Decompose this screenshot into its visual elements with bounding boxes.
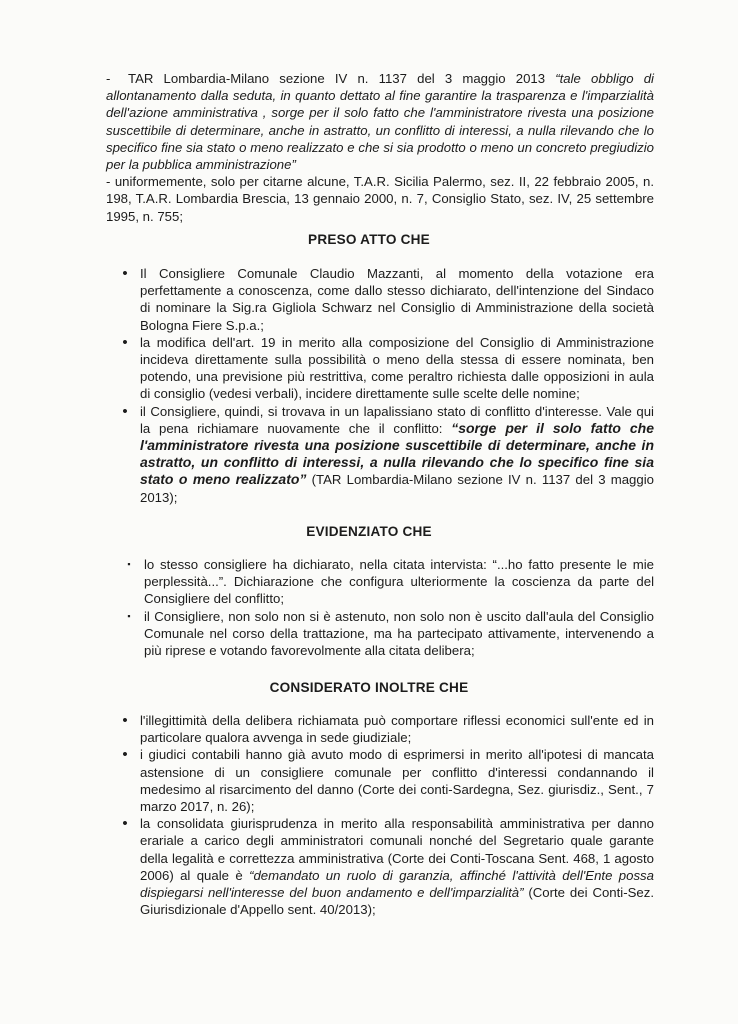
- list-item-text: l'illegittimità della delibera richiamata può comportare riflessi economici sull'ente ed in particolare qualora avvenga in sede giudiziale;: [140, 713, 654, 746]
- list-item: [127, 608, 654, 660]
- bullet-icon: •: [122, 712, 128, 729]
- highlighted-quote: “sorge per il solo fatto che l'amministratore rivesta una posizione suscettibile di determinare, anche in astratto, un conflitto di interessi, a nulla rilevando che lo specifico fine sia stato o meno realizzato”: [140, 419, 655, 488]
- intro-paragraph-1: [106, 70, 654, 173]
- heading-evidenziato: EVIDENZIATO CHE: [306, 524, 432, 539]
- section-evidenziato: [127, 556, 654, 659]
- dash-marker: -: [106, 71, 111, 86]
- intro-paragraph-2: - uniformemente, solo per citarne alcune, T.A.R. Sicilia Palermo, sez. II, 22 febbraio 2005, n. 198, T.A.R. Lombardia Brescia, 13 gennaio 2000, n. 7, Consiglio Stato, sez. IV, 25 settembre 1995, n. 755;: [106, 174, 654, 224]
- section-preso-atto: [122, 265, 655, 506]
- list-item: [122, 402, 655, 506]
- list-item: [127, 556, 654, 608]
- intro-citation-prefix: TAR Lombardia-Milano sezione IV n. 1137 del 3 maggio 2013: [128, 71, 556, 86]
- list-item-text: il Consigliere, quindi, si trovava in un lapalissiano stato di conflitto d'interesse. Vale qui la pena richiamare nuovamente che il conflitto:: [140, 403, 654, 436]
- list-item: [122, 746, 654, 815]
- intro-citation-quote: “tale obbligo di allontanamento dalla seduta, in quanto dettato al fine garantire la trasparenza e l'imparzialità dell'azione amministrativa , sorge per il solo fatto che l'amministratore rivesta una posizione suscettibile di determinare, anche in astratto, un conflitto di interessi, a nulla rilevando che lo specifico fine sia stato o meno realizzato e che si sia prodotto o meno un concreto pregiudizio per la pubblica amministrazione”: [106, 71, 654, 173]
- list-item: [122, 265, 654, 334]
- list-item-text: il Consigliere, non solo non si è astenuto, non solo non è uscito dall'aula del Consiglio Comunale nel corso della trattazione, ma ha partecipato attivamente, intervenendo a più riprese e votando favorevolmente alla citata delibera;: [144, 608, 654, 659]
- list-item-text: la modifica dell'art. 19 in merito alla composizione del Consiglio di Amministrazione incideva direttamente sulla possibilità o meno della stessa di essere nominata, ben potendo, una previsione più restrittiva, come peraltro richiesta dalle opposizioni in aula di consiglio (vedesi verbali), incidere direttamente sulle scelte delle nomine;: [140, 334, 654, 402]
- heading-preso-atto: PRESO ATTO CHE: [308, 232, 430, 247]
- list-item-text: lo stesso consigliere ha dichiarato, nella citata intervista: “...ho fatto presente le mie perplessità...”. Dichiarazione che configura ulteriormente la coscienza da parte del Consigliere del conflitto;: [144, 557, 654, 607]
- bullet-icon: •: [122, 815, 128, 833]
- bullet-icon: •: [122, 265, 128, 282]
- list-item-text: i giudici contabili hanno già avuto modo di esprimersi in merito all'ipotesi di mancata astensione di un consigliere comunale per conflitto d'interessi condannando il medesimo al risarcimento del danno (Corte dei conti-Sardegna, Sez. giurisdiz., Sent., 7 marzo 2017, n. 26);: [140, 747, 654, 815]
- italic-quote: “demandato un ruolo di garanzia, affinché l'attività dell'Ente possa dispiegarsi nell'interesse del buon andamento e dell'imparzialità”: [140, 867, 654, 901]
- list-item-text: Il Consigliere Comunale Claudio Mazzanti, al momento della votazione era perfettamente a conoscenza, come dallo stesso dichiarato, dell'intenzione del Sindaco di nominare la Sig.ra Gigliola Schwarz nel Consiglio di Amministrazione della società Bologna Fiere S.p.a.;: [140, 266, 654, 333]
- list-item-citation: (Corte dei Conti-Sez. Giurisdizionale d'Appello sent. 40/2013);: [140, 885, 655, 918]
- list-item-text: la consolidata giurisprudenza in merito alla responsabilità amministrativa per danno erariale a carico degli amministratori comunali nonché del Segretario quale garante della legalità e correttezza amministrativa (Corte dei Conti-Toscana Sent. 468, 1 agosto 2006) al quale è: [140, 816, 654, 883]
- intro-citations: [106, 70, 654, 225]
- list-item: [122, 815, 655, 918]
- list-item: [122, 712, 654, 746]
- section-considerato: [122, 712, 655, 918]
- list-item: [122, 333, 654, 403]
- heading-considerato: CONSIDERATO INOLTRE CHE: [269, 680, 469, 695]
- square-bullet-icon: ▪: [127, 559, 131, 569]
- bullet-icon: •: [122, 402, 128, 420]
- list-item-citation: (TAR Lombardia-Milano sezione IV n. 1137 del 3 maggio 2013);: [140, 472, 654, 505]
- bullet-icon: •: [122, 746, 128, 764]
- bullet-icon: •: [122, 333, 128, 351]
- square-bullet-icon: ▪: [127, 610, 131, 621]
